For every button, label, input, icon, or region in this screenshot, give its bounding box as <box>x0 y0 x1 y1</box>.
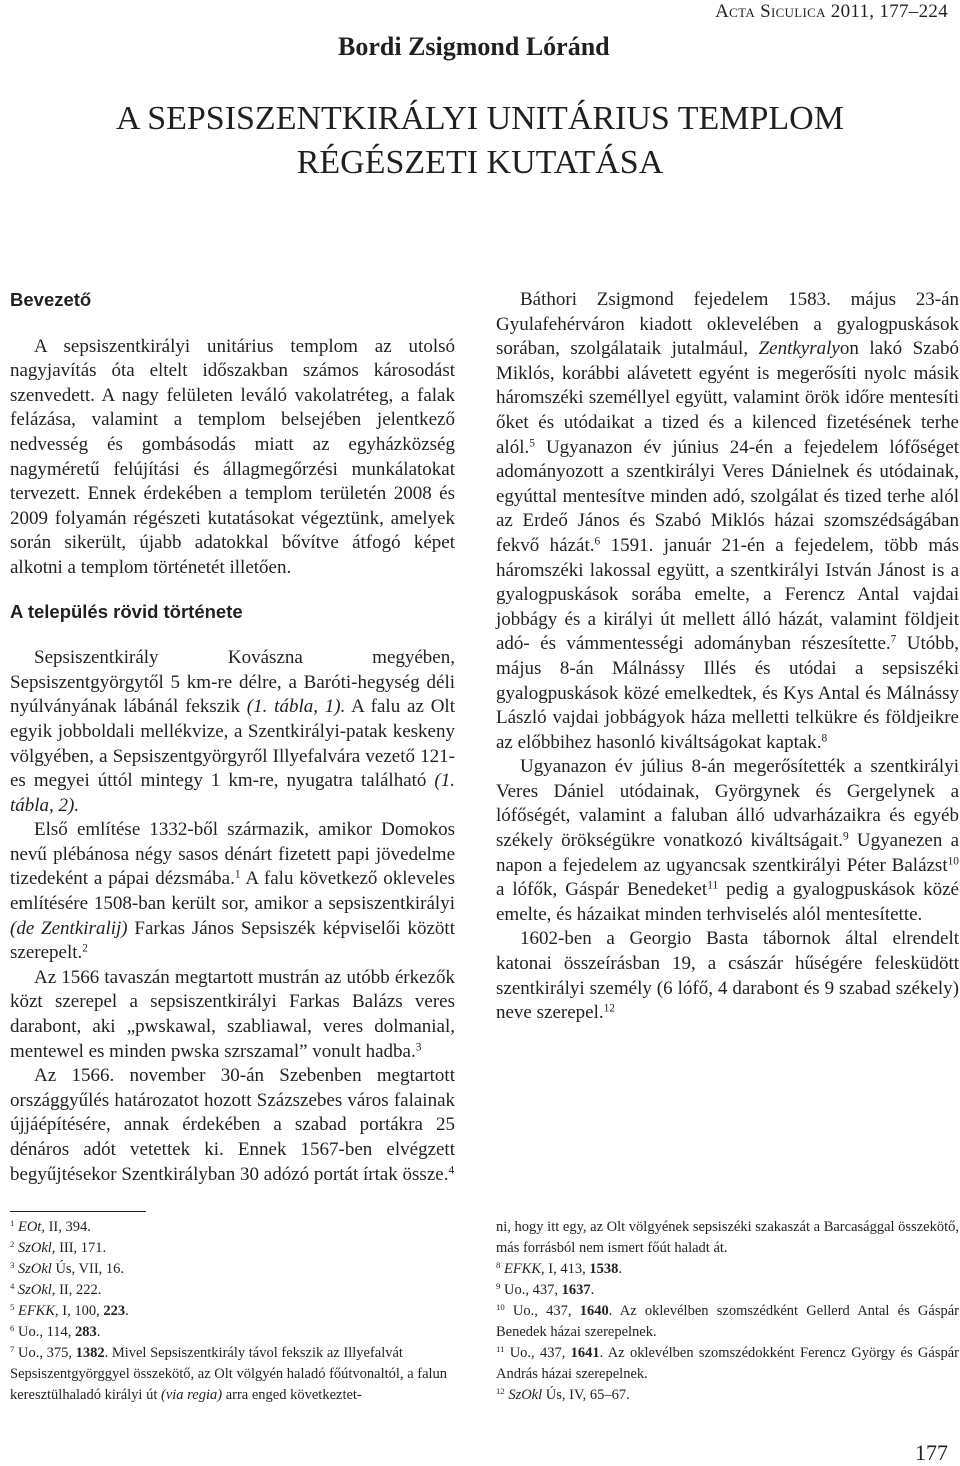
footnote-11: $^{11}$ Uo., 437, 1641. Az oklevélben szomszédokként Ferencz György és Gáspár András házai szerepelnek. <box>496 1344 960 1382</box>
footnote-7-continued: ni, hogy itt egy, az Olt völgyének sepsiszéki szakaszát a Barcasággal összekötő, más forrásból nem ismert főút haladt át. <box>496 1219 959 1256</box>
footnote-3: $^3$ SzOkl Ús, VII, 16. <box>10 1260 125 1277</box>
left-column <box>10 288 455 1187</box>
footnote-rule <box>10 1211 146 1212</box>
footnote-7: $^7$ Uo., 375, 1382. Mivel Sepsiszentkirály távol fekszik az Illyefalvát Sepsiszentgyörggyel összekötő, az Olt völgyén haladó főútvonaltól, a falun keresztülhaladó királyi út (via regia) arra enged következtet- <box>10 1344 448 1403</box>
footnote-6: $^6$ Uo., 114, 283. <box>10 1323 101 1340</box>
footnote-10: $^{10}$ Uo., 437, 1640. Az oklevélben szomszédként Gellerd Antal és Gáspár Benedek házai szerepelnek. <box>496 1302 960 1340</box>
footnote-12: $^{12}$ SzOkl Ús, IV, 65–67. <box>496 1386 630 1403</box>
article-title <box>0 97 960 185</box>
footnotes-right <box>496 1217 959 1406</box>
page-number: 177 <box>915 1440 948 1465</box>
author-name: Bordi Zsigmond Lóránd <box>338 32 610 61</box>
footnote-1: $^1$ EOt, II, 394. <box>10 1218 91 1235</box>
paragraph-1566-november: Az 1566. november 30-án Szebenben megtartott országgyűlés határozatot hozott Százszebes város falainak újjáépítésére, annak érdekében a szabad portákra 25 dénáros adót vetettek ki. Ennek 1567-ben elvégzett begyűjtésekor Szentkirályban 30 adózó portát írtak össze.$^4$ <box>10 1065 455 1185</box>
paragraph-location: Sepsiszentkirály Kovászna megyében, Sepsiszentgyörgytől 5 km-re délre, a Baróti-hegység déli nyúlványának lábánál fekszik (1. tábla, 1). A falu az Olt egyik jobboldali mellékvize, a Szentkirályi-patak keskeny völgyében, a Sepsiszentgyörgyről Illyefalvára vezető 121-es megyei úttól mintegy 1 km-re, nyugatra található (1. tábla, 2). <box>10 647 455 816</box>
paragraph-intro: A sepsiszentkirályi unitárius templom az utolsó nagyjavítás óta eltelt időszakban számos károsodást szenvedett. A nagy felületen leváló vakolatréteg, a falak felázása, valamint a templom belsejében jelentkező nedvesség és gombásodás miatt az egyházközség nagyméretű felújítási és állagmegőrzési munkálatokat tervezett. Ennek érdekében a templom területén 2008 és 2009 folyamán régészeti kutatásokat végeztünk, amelyek során sikerült, újabb adatokkal bővítve átfogó képet alkotni a templom történetét illetően. <box>10 335 455 578</box>
paragraph-first-mention: Első említése 1332-ből származik, amikor Domokos nevű plébánosa négy sasos dénárt fizetett papi jövedelme tizedeként a pápai dézsmába.$^1$ A falu következő okleveles említésére 1508-ban került sor, amikor a sepsiszentkirályi (de Zentkiralij) Farkas János Sepsiszék képviselői között szerepelt.$^2$ <box>10 819 455 964</box>
paragraph-1566-muster: Az 1566 tavaszán megtartott mustrán az utóbb érkezők közt szerepel a sepsiszentkirályi Farkas Balázs veres darabont, aki „pwskawal, szabliawal, veres dolmanial, mentewel es minden pwska szrszamal” vonult hadba.$^3$ <box>10 966 455 1062</box>
footnote-5: $^5$ EFKK, I, 100, 223. <box>10 1302 129 1319</box>
footnote-8: $^8$ EFKK, I, 413, 1538. <box>496 1260 622 1277</box>
title-line-1: A SEPSISZENTKIRÁLYI UNITÁRIUS TEMPLOM <box>116 100 844 137</box>
title-line-2: RÉGÉSZETI KUTATÁSA <box>296 144 664 181</box>
footnote-9: $^9$ Uo., 437, 1637. <box>496 1281 595 1298</box>
section-heading-intro: Bevezető <box>10 289 92 310</box>
journal-citation: Acta Siculica 2011, 177–224 <box>715 1 948 22</box>
paragraph-1602: 1602-ben a Georgio Basta tábornok által elrendelt katonai összeírásban 19, a császár hűségére felesküdött szentkirályi személy (6 lófő, 4 darabont és 9 szabad székely) neve szerepel.$^{12}$ <box>496 928 959 1024</box>
footnotes-left <box>10 1217 470 1406</box>
right-column <box>496 288 959 1026</box>
section-heading-history: A település rövid története <box>10 600 243 622</box>
footnote-2: $^2$ SzOkl, III, 171. <box>10 1239 107 1256</box>
paragraph-july: Ugyanazon év július 8-án megerősítették a szentkirályi Veres Dániel utódainak, Györgynek és Gergelynek a lófőségét, valamint a faluban álló udvarházaikra és egyéb székely örökségükre vonatkozó kiváltságait.$^9$ Ugyanezen a napon a fejedelem az ugyancsak szentkirályi Péter Balázst$^{10}$ a lófők, Gáspár Benedeket$^{11}$ pedig a gyalogpuskások közé emelte, és házaikat minden terhviselés alól mentesítette. <box>496 756 960 925</box>
paragraph-bathori: Báthori Zsigmond fejedelem 1583. május 23-án Gyulafehérváron kiadott oklevelében a gyalogpuskások sorában, szolgálataik jutalmául, Zentkyralyon lakó Szabó Miklós, korábbi alávetett egyént is megerősíti nyolc másik háromszéki személlyel együtt, valamint örök időre mentesíti őket és utódaikat a tized és a kilenced fizetésének terhe alól.$^5$ Ugyanazon év június 24-én a fejedelem lófőséget adományozott a szentkirályi Veres Dánielnek és utódainak, egyúttal mentesítve minden adó, szolgálat és tized terhe alól az Erdeő János és Szabó Miklós házai szomszédságában fekvő házát.$^6$ 1591. január 21-én a fejedelem, több más háromszéki lakossal együtt, a szentkirályi István Jánost is a gyalogpuskások sorába emelte, a Ferencz Antal vajdai jobbágy és a királyi út mellett álló házát, valamint földjeit adó- és vámmentességi adományban részesítette.$^7$ Utóbb, május 8-án Málnássy Illés és utódai a sepsiszéki gyalogpuskások közé emelkedtek, és Kys Antal és Málnássy László vajdai jobbágyok háza melletti telkükre és földjeikre az előbbihez hasonló kiváltságokat kaptak.$^8$ <box>496 289 959 753</box>
footnote-4: $^4$ SzOkl, II, 222. <box>10 1281 102 1298</box>
